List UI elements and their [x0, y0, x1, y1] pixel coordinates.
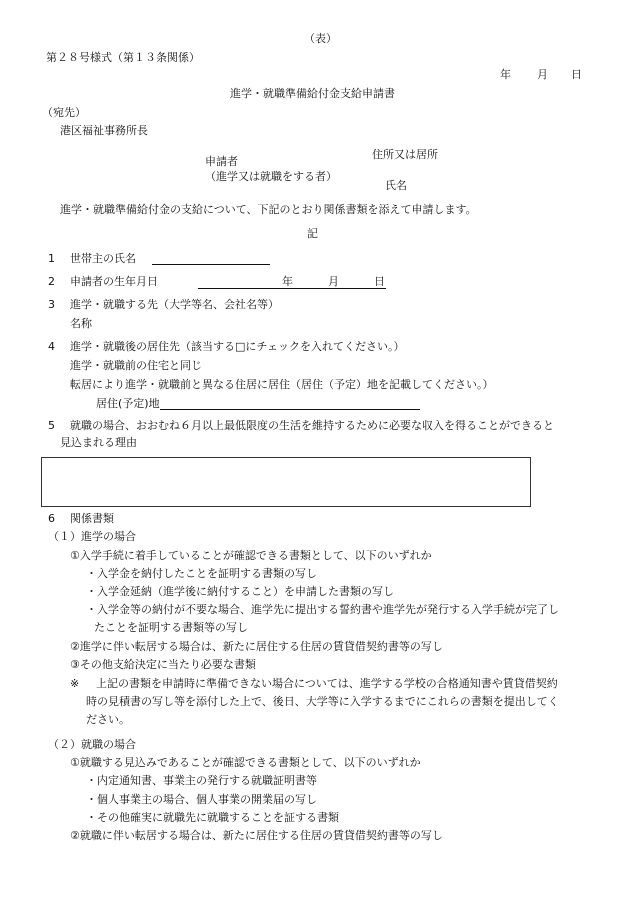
item4-label: 進学・就職後の居住先（該当する□にチェックを入れてください。）: [70, 340, 405, 353]
item1-number: 1: [48, 252, 55, 265]
applicant-label: 申請者: [205, 155, 238, 168]
birthdate-month: 月: [328, 275, 339, 288]
item3-label: 進学・就職する先（大学等名、会社名等）: [70, 298, 279, 311]
item6-number: 6: [48, 512, 55, 525]
school-c1b: ・入学金延納（進学後に納付すること）を申請した書類の写し: [86, 585, 394, 598]
school-c1c-line2: たことを証明する書類等の写し: [94, 621, 248, 634]
job-c1a: ・内定通知書、事業主の発行する就職証明書等: [86, 774, 317, 787]
residence-place-field[interactable]: [160, 409, 420, 410]
job-c1: ①就職する見込みであることが確認できる書類として、以下のいずれか: [70, 756, 421, 769]
ki-mark: 記: [307, 227, 318, 240]
reason-textbox[interactable]: [41, 457, 531, 507]
date-year: 年: [500, 68, 511, 81]
item3-number: 3: [48, 298, 55, 311]
item5-number: 5: [48, 419, 55, 432]
item5-line2: 見込まれる理由: [60, 436, 137, 449]
school-c2: ②進学に伴い転居する場合は、新たに居住する住居の賃貸借契約書等の写し: [70, 640, 443, 653]
item4-number: 4: [48, 340, 55, 353]
school-note-line2: 時の見積書の写し等を添付した上で、後日、大学等に入学するまでにこれらの書類を提出してく: [86, 695, 559, 708]
residence-place-label: 居住(予定)地: [96, 397, 160, 410]
applicant-sublabel: （進学又は就職をする者）: [205, 170, 337, 183]
form-number: 第２８号様式（第１３条関係）: [46, 51, 200, 64]
householder-name-field[interactable]: [152, 264, 270, 265]
date-month: 月: [537, 68, 548, 81]
addressee-name: 港区福祉事務所長: [60, 124, 148, 137]
job-c1b: ・個人事業主の場合、個人事業の開業届の写し: [86, 793, 317, 806]
item2-number: 2: [48, 275, 55, 288]
school-c1c-line1: ・入学金等の納付が不要な場合、進学先に提出する誓約書や進学先が発行する入学手続が完了し: [86, 603, 559, 616]
school-note-line1: 上記の書類を申請時に準備できない場合については、進学する学校の合格通知書や賃貸借契約: [96, 677, 558, 690]
item3-name-label: 名称: [70, 317, 92, 330]
front-mark: （表）: [304, 32, 337, 45]
item4-option-same[interactable]: 進学・就職前の住宅と同じ: [70, 359, 202, 372]
applicant-name-label: 氏名: [385, 179, 407, 192]
birthdate-year: 年: [282, 275, 293, 288]
item5-line1: 就職の場合、おおむね６月以上最低限度の生活を維持するために必要な収入を得ることができると: [70, 419, 554, 432]
page-title: 進学・就職準備給付金支給申請書: [230, 87, 395, 100]
birthdate-day: 日: [374, 275, 385, 288]
school-note-line3: ださい。: [86, 713, 130, 726]
school-c1: ①入学手続に着手していることが確認できる書類として、以下のいずれか: [70, 549, 432, 562]
school-note-mark: ※: [70, 677, 80, 690]
intro-text: 進学・就職準備給付金の支給について、下記のとおり関係書類を添えて申請します。: [60, 203, 477, 216]
item6-label: 関係書類: [70, 512, 114, 525]
item2-label: 申請者の生年月日: [70, 275, 158, 288]
job-c1c: ・その他確実に就職先に就職することを証する書類: [86, 811, 339, 824]
addressee-label: （宛先）: [42, 106, 86, 119]
school-c3: ③その他支給決定に当たり必要な書類: [70, 658, 256, 671]
date-day: 日: [571, 68, 582, 81]
job-c2: ②就職に伴い転居する場合は、新たに居住する住居の賃貸借契約書等の写し: [70, 829, 443, 842]
item4-option-moved[interactable]: 転居により進学・就職前と異なる住居に居住（居住（予定）地を記載してください。）: [70, 378, 494, 391]
applicant-address-label: 住所又は居所: [372, 148, 438, 161]
job-heading: （２）就職の場合: [48, 738, 136, 751]
school-c1a: ・入学金を納付したことを証明する書類の写し: [86, 567, 317, 580]
item1-label: 世帯主の氏名: [70, 252, 136, 265]
school-heading: （１）進学の場合: [48, 530, 136, 543]
